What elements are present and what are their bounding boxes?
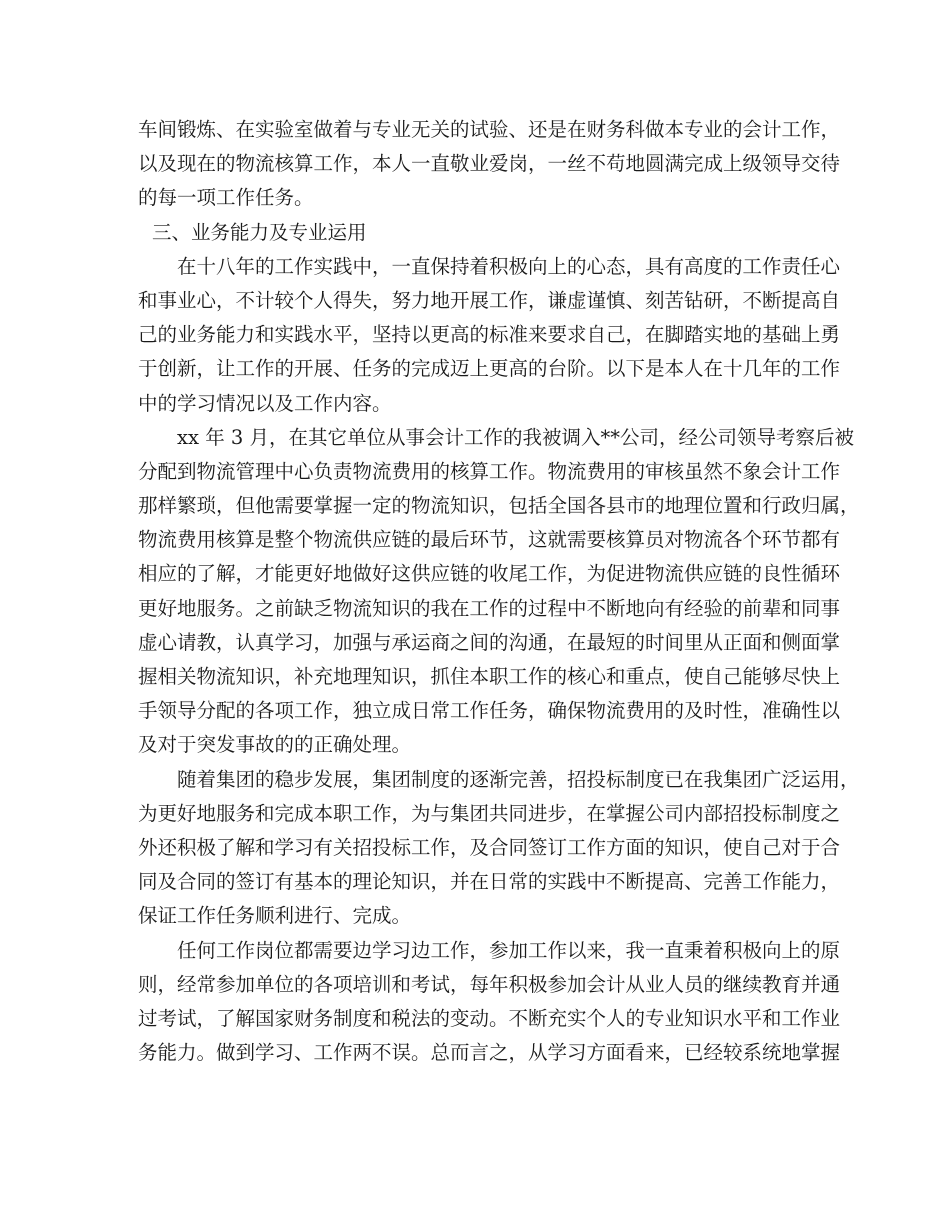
paragraph-line: 外还积极了解和学习有关招投标工作，及合同签订工作方面的知识，使自己对于合 <box>138 835 841 859</box>
paragraph-line: 物流费用核算是整个物流供应链的最后环节，这就需要核算员对物流各个环节都有 <box>138 528 841 552</box>
paragraph-line: 及对于突发事故的的正确处理。 <box>138 733 412 757</box>
paragraph-line: 己的业务能力和实践水平，坚持以更高的标准来要求自己，在脚踏实地的基础上勇 <box>138 323 841 347</box>
paragraph-line: 则，经常参加单位的各项培训和考试，每年积极参加会计从业人员的继续教育并通 <box>138 972 841 996</box>
paragraph-line: 同及合同的签订有基本的理论知识，并在日常的实践中不断提高、完善工作能力， <box>138 870 841 894</box>
paragraph-line: 和事业心，不计较个人得失，努力地开展工作，谦虚谨慎、刻苦钻研，不断提高自 <box>138 288 841 312</box>
paragraph-line: 中的学习情况以及工作内容。 <box>138 391 392 415</box>
paragraph-line: 于创新，让工作的开展、任务的完成迈上更高的台阶。以下是本人在十几年的工作 <box>138 357 841 381</box>
paragraph-line: 保证工作任务顺利进行、完成。 <box>138 904 412 928</box>
section-heading: 三、业务能力及专业运用 <box>152 220 367 244</box>
paragraph-line: 随着集团的稳步发展，集团制度的逐渐完善，招投标制度已在我集团广泛运用， <box>177 767 860 791</box>
paragraph-line: xx 年 3 月，在其它单位从事会计工作的我被调入**公司，经公司领导考察后被 <box>177 425 854 449</box>
paragraph-line: 为更好地服务和完成本职工作，为与集团共同进步，在掌握公司内部招投标制度之 <box>138 801 841 825</box>
paragraph-line: 相应的了解，才能更好地做好这供应链的收尾工作，为促进物流供应链的良性循环 <box>138 562 841 586</box>
paragraph-line: 在十八年的工作实践中，一直保持着积极向上的心态，具有高度的工作责任心 <box>177 254 841 278</box>
paragraph-line: 车间锻炼、在实验室做着与专业无关的试验、还是在财务科做本专业的会计工作， <box>138 118 841 141</box>
paragraph-line: 手领导分配的各项工作，独立成日常工作任务，确保物流费用的及时性，准确性以 <box>138 699 841 723</box>
paragraph-line: 握相关物流知识，补充地理知识，抓住本职工作的核心和重点，使自己能够尽快上 <box>138 665 841 688</box>
paragraph-line: 虚心请教，认真学习，加强与承运商之间的沟通，在最短的时间里从正面和侧面掌 <box>138 630 841 654</box>
paragraph-line: 过考试，了解国家财务制度和税法的变动。不断充实个人的专业知识水平和工作业 <box>138 1006 841 1030</box>
paragraph-line: 务能力。做到学习、工作两不误。总而言之，从学习方面看来，已经较系统地掌握 <box>138 1041 841 1065</box>
document-body <box>138 113 860 1070</box>
paragraph-line: 分配到物流管理中心负责物流费用的核算工作。物流费用的审核虽然不象会计工作 <box>138 459 841 483</box>
paragraph-line: 的每一项工作任务。 <box>138 186 314 210</box>
paragraph-line: 更好地服务。之前缺乏物流知识的我在工作的过程中不断地向有经验的前辈和同事 <box>138 596 841 620</box>
paragraph-line: 那样繁琐，但他需要掌握一定的物流知识，包括全国各县市的地理位置和行政归属， <box>138 494 860 518</box>
paragraph-line: 以及现在的物流核算工作，本人一直敬业爱岗，一丝不苟地圆满完成上级领导交待 <box>138 152 841 176</box>
paragraph-line: 任何工作岗位都需要边学习边工作，参加工作以来，我一直秉着积极向上的原 <box>177 938 841 962</box>
